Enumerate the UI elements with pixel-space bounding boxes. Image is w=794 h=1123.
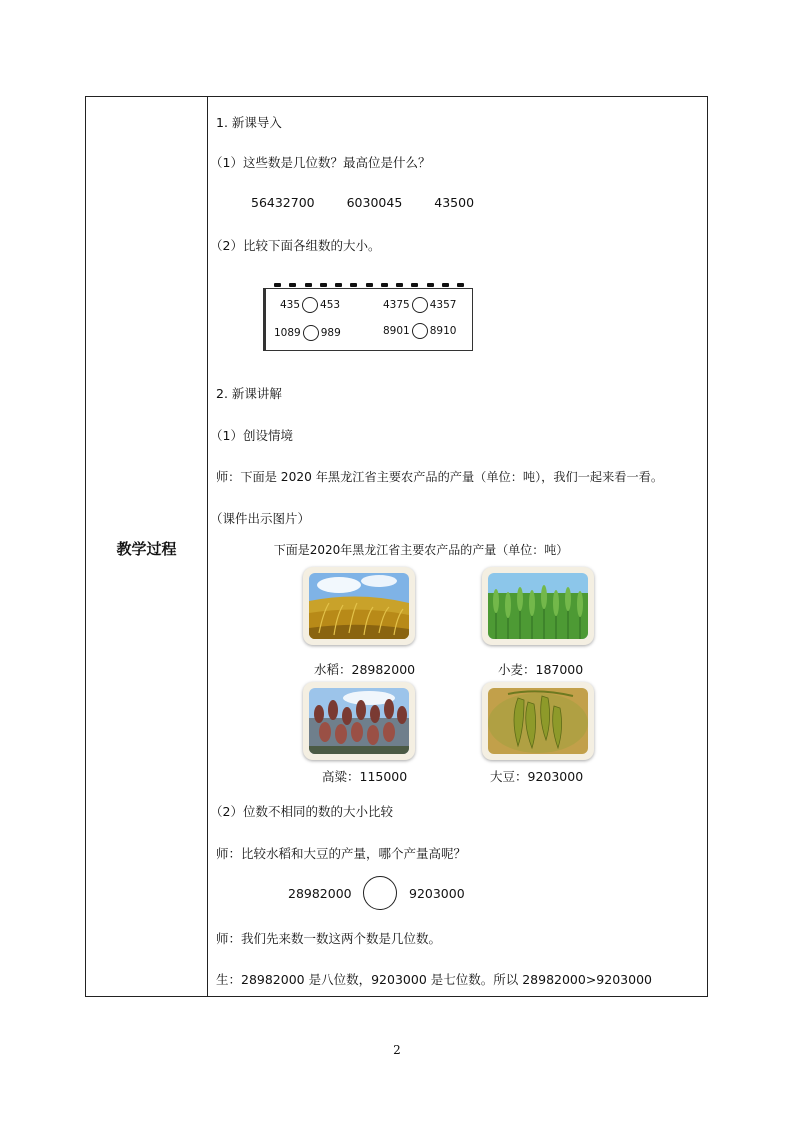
blank-circle[interactable] bbox=[302, 297, 318, 313]
question-digits: （1）这些数是几位数？最高位是什么？ bbox=[210, 155, 431, 170]
wheat-label: 小麦：187000 bbox=[498, 662, 584, 677]
comparison-item: 1089 989 bbox=[274, 327, 341, 339]
teacher-line: 师：下面是 2020 年黑龙江省主要农产品的产量（单位：吨），我们一起来看一看。 bbox=[216, 470, 664, 484]
page-number: 2 bbox=[393, 1043, 401, 1057]
section-heading-lesson: 2. 新课讲解 bbox=[216, 386, 282, 401]
number-item: 56432700 bbox=[251, 195, 315, 210]
sorghum-field-image bbox=[303, 682, 415, 760]
compare-right-number: 9203000 bbox=[409, 886, 465, 901]
rice-field-image bbox=[303, 567, 415, 645]
wheat-field-image bbox=[482, 567, 594, 645]
rice-label: 水稻：28982000 bbox=[314, 662, 416, 677]
blank-circle[interactable] bbox=[412, 323, 428, 339]
answer-circle[interactable] bbox=[363, 876, 397, 910]
soybean-pods-image bbox=[482, 682, 594, 760]
column-divider bbox=[207, 97, 208, 996]
sorghum-label: 高粱：115000 bbox=[322, 769, 408, 784]
courseware-note: （课件出示图片） bbox=[210, 511, 311, 526]
number-list bbox=[251, 195, 474, 210]
comparison-item: 435 453 bbox=[280, 299, 341, 311]
image-caption: 下面是2020年黑龙江省主要农产品的产量（单位：吨） bbox=[273, 543, 569, 557]
teacher-question: 师：比较水稻和大豆的产量，哪个产量高呢？ bbox=[216, 846, 467, 861]
row-label: 教学过程 bbox=[116, 540, 177, 558]
subsection-compare-digits: （2）位数不相同的数的大小比较 bbox=[210, 804, 393, 819]
section-heading-intro: 1. 新课导入 bbox=[216, 115, 282, 130]
compare-left-number: 28982000 bbox=[288, 886, 352, 901]
blank-circle[interactable] bbox=[303, 325, 319, 341]
soybean-label: 大豆：9203000 bbox=[490, 769, 584, 784]
comparison-notebook bbox=[263, 288, 473, 351]
teacher-instruction: 师：我们先来数一数这两个数是几位数。 bbox=[216, 931, 442, 946]
student-answer: 生：28982000 是八位数，9203000 是七位数。所以 28982000>9203000 bbox=[216, 972, 652, 987]
question-compare: （2）比较下面各组数的大小。 bbox=[210, 238, 381, 253]
number-item: 6030045 bbox=[346, 195, 403, 210]
comparison-item: 4375 4357 bbox=[383, 299, 457, 311]
comparison-item: 8901 8910 bbox=[383, 325, 457, 337]
lesson-table bbox=[85, 96, 708, 997]
number-item: 43500 bbox=[434, 195, 475, 210]
subsection-scenario: （1）创设情境 bbox=[210, 428, 293, 443]
spiral-binding bbox=[274, 283, 464, 291]
blank-circle[interactable] bbox=[412, 297, 428, 313]
